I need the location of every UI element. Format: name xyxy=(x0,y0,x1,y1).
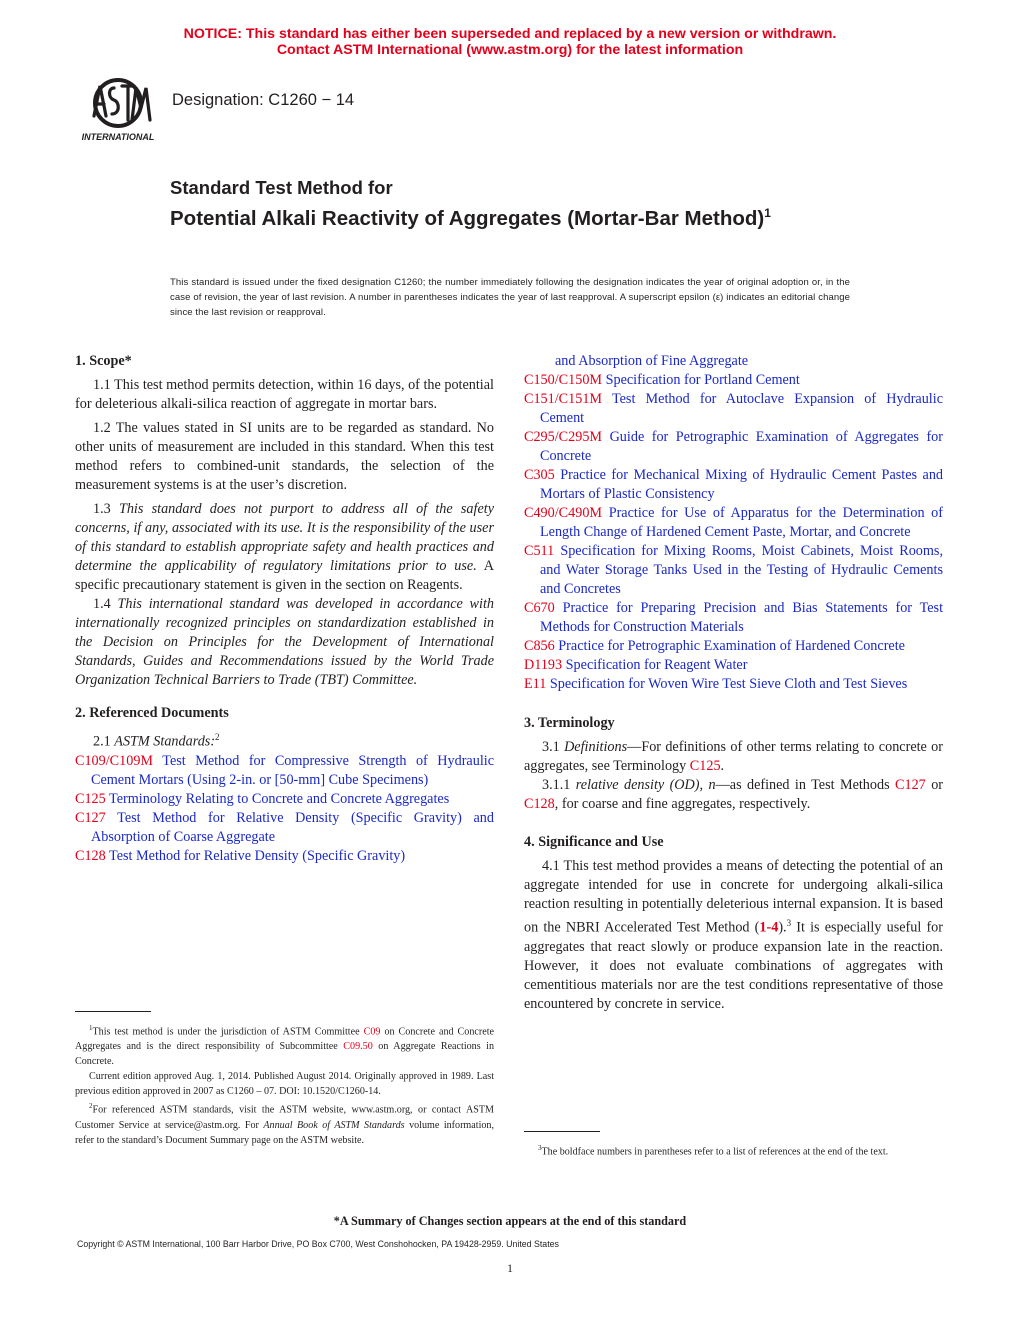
terminology-3-1 xyxy=(524,738,943,776)
significance-heading: 4. Significance and Use xyxy=(524,834,664,850)
terminology-3-1-1-italic: relative density (OD), n xyxy=(575,777,716,793)
footnote-2-b: volume information, refer to the standard’s Document Summary page on the ASTM website. xyxy=(75,1119,494,1146)
footnote-2-a: For referenced ASTM standards, visit the ASTM website, www.astm.org, or contact ASTM Customer Service at service@astm.org. For xyxy=(75,1104,494,1131)
scope-1-3-italic: This standard does not purport to address all of the safety concerns, if any, associated with its use. It is the responsibility of the user of this standard to establish appropriate safety and health practices and determine the applicability of regulatory limitations prior to use. xyxy=(75,501,494,574)
reference-item[interactable] xyxy=(524,504,943,542)
footnotes-left xyxy=(75,1021,494,1148)
refdocs-heading: 2. Referenced Documents xyxy=(75,705,229,721)
reference-code-link[interactable]: C305 xyxy=(524,467,555,483)
reference-code-link[interactable]: C128 xyxy=(75,847,106,864)
astm-logo xyxy=(74,76,162,144)
reference-title-link[interactable]: Specification for Mixing Rooms, Moist Cabinets, Moist Rooms, and Water Storage Tanks Used in the Testing of Hydraulic Cements and Concretes xyxy=(540,543,944,597)
issued-statement: This standard is issued under the fixed designation C1260; the number immediately following the designation indicates the year of original adoption or, in the case of revision, the year of last revision. A number in parentheses indicates the year of last reapproval. A superscript epsilon (ε) indicates an editorial change since the last revision or reapproval. xyxy=(170,277,850,318)
title-main: Potential Alkali Reactivity of Aggregates (Mortar-Bar Method) xyxy=(170,206,765,230)
reference-item[interactable] xyxy=(524,428,943,466)
reference-title-link[interactable]: Test Method for Relative Density (Specific Gravity) and Absorption of Coarse Aggregate xyxy=(91,809,494,845)
significance-4-1-b: ). xyxy=(778,919,787,936)
footnote-rule-right xyxy=(524,1131,600,1132)
scope-1-1: 1.1 This test method permits detection, within 16 days, of the potential for deleterious alkali-silica reaction of aggregate in mortar bars. xyxy=(75,377,494,412)
reference-code-link[interactable]: C151/C151M xyxy=(524,391,603,407)
reference-title-link[interactable]: Practice for Preparing Precision and Bias Statements for Test Methods for Construction Materials xyxy=(540,600,944,635)
reference-title-link[interactable]: Specification for Reagent Water xyxy=(565,657,748,673)
notice-line-2: Contact ASTM International (www.astm.org) for the latest information xyxy=(276,42,744,58)
reference-code-link[interactable]: C125 xyxy=(75,790,106,807)
footnote-1-a: This test method is under the jurisdiction of ASTM Committee xyxy=(92,1026,360,1038)
footnote-3-text: The boldface numbers in parentheses refer to a list of references at the end of the text. xyxy=(541,1146,889,1158)
footnote-3 xyxy=(524,1141,943,1159)
reference-list-left xyxy=(75,752,494,866)
reference-code-link[interactable]: C670 xyxy=(524,600,555,616)
refdocs-intro-italic: ASTM Standards: xyxy=(114,733,216,750)
page-number: 1 xyxy=(507,1261,513,1275)
reference-title-link[interactable]: Test Method for Compressive Strength of Hydraulic Cement Mortars (Using 2-in. or [50-mm] Cube Specimens) xyxy=(91,752,494,788)
reference-item[interactable] xyxy=(75,790,494,809)
reference-continued[interactable] xyxy=(524,352,943,371)
reference-continued-text[interactable]: and Absorption of Fine Aggregate xyxy=(555,353,749,369)
terminology-3-1-1-mid: or xyxy=(931,777,944,793)
reference-list-right xyxy=(524,371,943,694)
refdocs-intro xyxy=(75,728,494,752)
reference-item[interactable] xyxy=(75,847,494,866)
designation: Designation: C1260 − 14 xyxy=(172,91,355,109)
reference-title-link[interactable]: Test Method for Autoclave Expansion of Hydraulic Cement xyxy=(540,391,943,426)
title-line-2 xyxy=(170,200,790,232)
scope-1-3-num: 1.3 xyxy=(93,501,111,517)
reference-citation-link[interactable]: 1-4 xyxy=(759,919,779,936)
reference-item[interactable] xyxy=(524,542,943,599)
reference-item[interactable] xyxy=(524,599,943,637)
reference-title-link[interactable]: Practice for Mechanical Mixing of Hydraulic Cement Pastes and Mortars of Plastic Consistency xyxy=(540,467,944,502)
footnote-1-mark: 1 xyxy=(89,1024,93,1032)
reference-code-link[interactable]: E11 xyxy=(524,676,547,692)
significance-4-1-a: 4.1 This test method provides a means of detecting the potential of an aggregate intended for use in concrete for undergoing alkali-silica reaction resulting in potentially deleterious internal expansion. It is based on the NBRI Accelerated Test Method ( xyxy=(524,858,943,936)
astm-logo-icon xyxy=(74,76,162,144)
footnote-3-mark: 3 xyxy=(538,1144,542,1152)
terminology-3-1-num: 3.1 xyxy=(542,739,560,755)
significance-4-1-c: It is especially useful for aggregates that react slowly or produce expansion late in the reaction. However, it does not evaluate combinations of aggregates with cementitious materials nor are the test conditions representative of those encountered by concrete in service. xyxy=(524,919,943,1012)
reference-item[interactable] xyxy=(524,637,943,656)
terminology-3-1-text: —For definitions of other terms relating to concrete or aggregates, see Terminology xyxy=(524,739,943,774)
terminology-3-1-1-end: , for coarse and fine aggregates, respectively. xyxy=(554,796,811,812)
reference-item[interactable] xyxy=(75,809,494,847)
reference-title-link[interactable]: Specification for Portland Cement xyxy=(605,372,800,388)
reference-code-link[interactable]: C490/C490M xyxy=(524,505,603,521)
document-title xyxy=(170,176,790,232)
reference-item[interactable] xyxy=(75,752,494,790)
reference-code-link[interactable]: C109/C109M xyxy=(75,752,154,769)
reference-title-link[interactable]: Guide for Petrographic Examination of Aggregates for Concrete xyxy=(540,429,943,464)
link-c09[interactable]: C09 xyxy=(363,1026,381,1038)
scope-1-2: 1.2 The values stated in SI units are to be regarded as standard. No other units of measurement are included in this standard. When this test method refers to combined-unit standards, the selection of the measurement systems is at the user’s discretion. xyxy=(75,420,494,493)
reference-title-link[interactable]: Test Method for Relative Density (Specific Gravity) xyxy=(109,847,406,864)
footnote-rule-left xyxy=(75,1011,151,1012)
reference-item[interactable] xyxy=(524,675,943,694)
left-column xyxy=(75,352,494,866)
terminology-3-1-1-text: —as defined in Test Methods xyxy=(715,777,890,793)
significance-footnote-mark: 3 xyxy=(786,918,792,928)
terminology-3-1-italic: Definitions xyxy=(564,739,628,755)
reference-code-link[interactable]: C295/C295M xyxy=(524,429,603,445)
scope-1-4-num: 1.4 xyxy=(93,596,111,612)
reference-item[interactable] xyxy=(524,656,943,675)
footnote-1-approval: Current edition approved Aug. 1, 2014. Published August 2014. Originally approved in 1989. Last previous edition approved in 2007 as C1260 – 07. DOI: 10.1520/C1260-14. xyxy=(75,1071,494,1098)
logo-word: INTERNATIONAL xyxy=(81,132,155,142)
reference-item[interactable] xyxy=(524,466,943,504)
scope-1-3-rest: A specific precautionary statement is given in the section on Reagents. xyxy=(75,558,495,593)
title-line-1: Standard Test Method for xyxy=(170,177,393,198)
title-footnote-mark: 1 xyxy=(764,206,771,220)
notice-line-1: NOTICE: This standard has either been superseded and replaced by a new version or withdrawn. xyxy=(183,26,837,42)
reference-title-link[interactable]: Practice for Use of Apparatus for the Determination of Length Change of Hardened Cement Paste, Mortar, and Concrete xyxy=(540,505,944,540)
significance-4-1 xyxy=(524,857,943,1014)
footnote-2-italic: Annual Book of ASTM Standards xyxy=(263,1119,405,1131)
terminology-heading: 3. Terminology xyxy=(524,715,615,731)
refdocs-intro-num: 2.1 xyxy=(93,733,111,750)
scope-heading: 1. Scope* xyxy=(75,353,132,369)
copyright-line: Copyright © ASTM International, 100 Barr Harbor Drive, PO Box C700, West Conshohocken, PA 19428-2959. United States xyxy=(77,1239,559,1249)
link-c128[interactable]: C128 xyxy=(524,796,555,812)
reference-title-link[interactable]: Terminology Relating to Concrete and Concrete Aggregates xyxy=(109,790,450,807)
withdrawn-notice xyxy=(0,26,1020,58)
scope-1-3 xyxy=(75,500,494,595)
reference-item[interactable] xyxy=(524,371,943,390)
terminology-3-1-1 xyxy=(524,776,943,814)
reference-code-link[interactable]: C856 xyxy=(524,638,555,654)
terminology-3-1-1-num: 3.1.1 xyxy=(542,777,571,793)
footnote-1 xyxy=(75,1021,494,1069)
refdocs-intro-sup: 2 xyxy=(215,732,220,742)
scope-1-4 xyxy=(75,595,494,690)
right-column xyxy=(524,352,943,1014)
footnotes-right xyxy=(524,1141,943,1159)
footnote-1-b: on Concrete and Concrete Aggregates and is the direct responsibility of Subcommittee xyxy=(75,1026,494,1053)
reference-item[interactable] xyxy=(524,390,943,428)
reference-code-link[interactable]: C127 xyxy=(75,809,106,826)
scope-1-4-italic: This international standard was developed in accordance with internationally recognized principles on standardization established in the Decision on Principles for the Development of International Standards, Guides and Recommendations issued by the World Trade Organization Technical Barriers to Trade (TBT) Committee. xyxy=(75,596,494,688)
reference-code-link[interactable]: D1193 xyxy=(524,657,563,673)
footnote-2 xyxy=(75,1099,494,1147)
reference-title-link[interactable]: Practice for Petrographic Examination of Hardened Concrete xyxy=(558,638,905,654)
footnote-1-c: on Aggregate Reactions in Concrete. xyxy=(75,1041,495,1068)
summary-of-changes-note: *A Summary of Changes section appears at the end of this standard xyxy=(333,1214,687,1228)
reference-code-link[interactable]: C150/C150M xyxy=(524,372,603,388)
reference-title-link[interactable]: Specification for Woven Wire Test Sieve Cloth and Test Sieves xyxy=(549,676,908,692)
link-c125[interactable]: C125 xyxy=(689,758,721,774)
link-c127[interactable]: C127 xyxy=(895,777,926,793)
reference-code-link[interactable]: C511 xyxy=(524,543,555,559)
link-c09-50[interactable]: C09.50 xyxy=(343,1041,373,1053)
footnote-2-mark: 2 xyxy=(89,1102,93,1111)
terminology-3-1-end: . xyxy=(720,758,725,774)
